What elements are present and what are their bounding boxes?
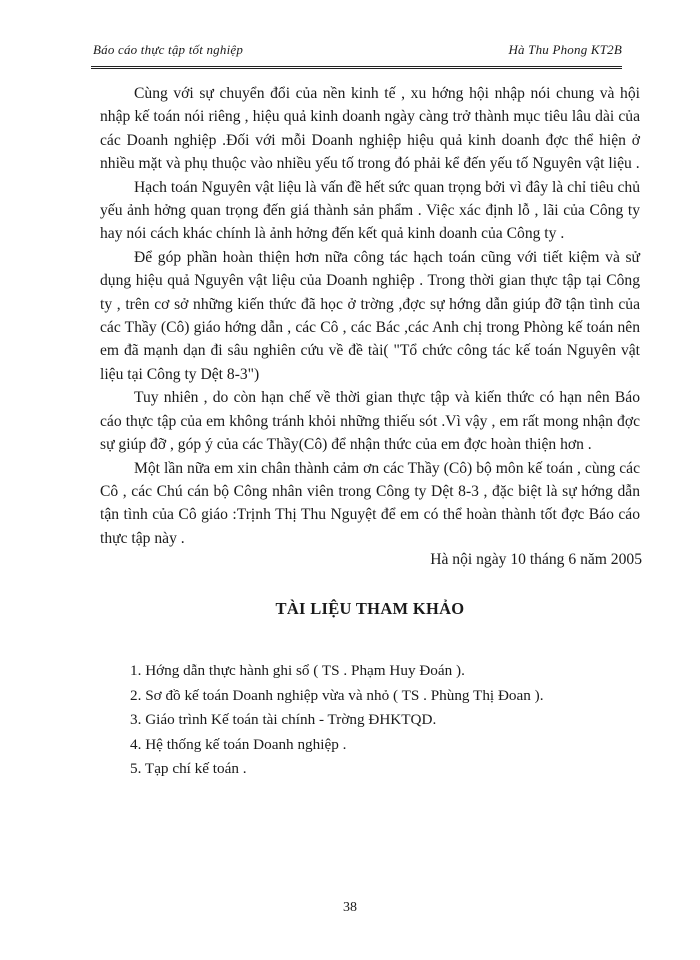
header-report-title: Báo cáo thực tập tốt nghiệp (93, 42, 244, 57)
page-number: 38 (343, 900, 357, 915)
paragraph-importance: Hạch toán Nguyên vật liệu là vấn đề hết sức quan trọng bởi vì đây là chỉ tiêu chủ yếu ảnh hởng quan trọng đến giá thành sản phẩm . Việc xác định lỗ , lãi của Công ty hay nói cách khác chính là ảnh hởng đến kết quả kinh doanh của Công ty . (100, 178, 640, 243)
page-header (91, 38, 622, 69)
date-line: Hà nội ngày 10 tháng 6 năm 2005 (430, 551, 642, 568)
reference-item: 2. Sơ đồ kế toán Doanh nghiệp vừa và nhỏ ( TS . Phùng Thị Đoan ). (130, 686, 544, 704)
reference-item: 1. Hớng dẫn thực hành ghi sổ ( TS . Phạm Huy Đoán ). (130, 662, 465, 679)
reference-item: 3. Giáo trình Kế toán tài chính - Trờng ĐHKTQD. (130, 711, 437, 728)
header-author: Hà Thu Phong KT2B (508, 42, 622, 57)
reference-item: 4. Hệ thống kế toán Doanh nghiệp . (130, 735, 347, 753)
paragraph-limitations: Tuy nhiên , do còn hạn chế về thời gian thực tập và kiến thức có hạn nên Báo cáo thực tập của em không tránh khỏi những thiếu sót .Vì vậy , em rất mong nhận đợc sự giúp đỡ , góp ý của các Thầy(Cô) để nhận thức của em đợc hoàn thiện hơn . (100, 389, 640, 454)
paragraph-intro: Cùng với sự chuyển đổi của nền kinh tế , xu hớng hội nhập nói chung và hội nhập kế toán nói riêng , hiệu quả kinh doanh ngày càng trở thành mục tiêu lâu dài của các Doanh nghiệp .Đối với mỗi Doanh nghiệp hiệu quả kinh doanh đợc thể hiện ở nhiều mặt và phụ thuộc vào nhiều yếu tố trong đó phải kể đến yếu tố Nguyên vật liệu . (100, 85, 640, 173)
references-heading: TÀI LIỆU THAM KHẢO (275, 599, 465, 618)
reference-item: 5. Tạp chí kế toán . (130, 760, 247, 777)
paragraph-thanks: Một lần nữa em xin chân thành cảm ơn các Thầy (Cô) bộ môn kế toán , cùng các Cô , các Chú cán bộ Công nhân viên trong Công ty Dệt 8-3 , đặc biệt là sự hớng dẫn tận tình của Cô giáo :Trịnh Thị Thu Nguyệt để em có thể hoàn thành tốt đợc Báo cáo thực tập này . (100, 459, 640, 547)
references-list (130, 659, 630, 782)
paragraph-topic: Để góp phần hoàn thiện hơn nữa công tác hạch toán cũng với tiết kiệm và sử dụng hiệu quả Nguyên vật liệu của Doanh nghiệp . Trong thời gian thực tập tại Công ty , trên cơ sở những kiến thức đã học ở trờng ,đợc sự hớng dẫn giúp đỡ tận tình của các Thầy (Cô) giáo hớng dẫn , các Cô , các Bác ,các Anh chị trong Phòng kế toán nên em đã mạnh dạn đi sâu nghiên cứu về đề tài( "Tổ chức công tác kế toán Nguyên vật liệu tại Công ty Dệt 8-3") (100, 248, 640, 383)
body-text (100, 82, 640, 550)
